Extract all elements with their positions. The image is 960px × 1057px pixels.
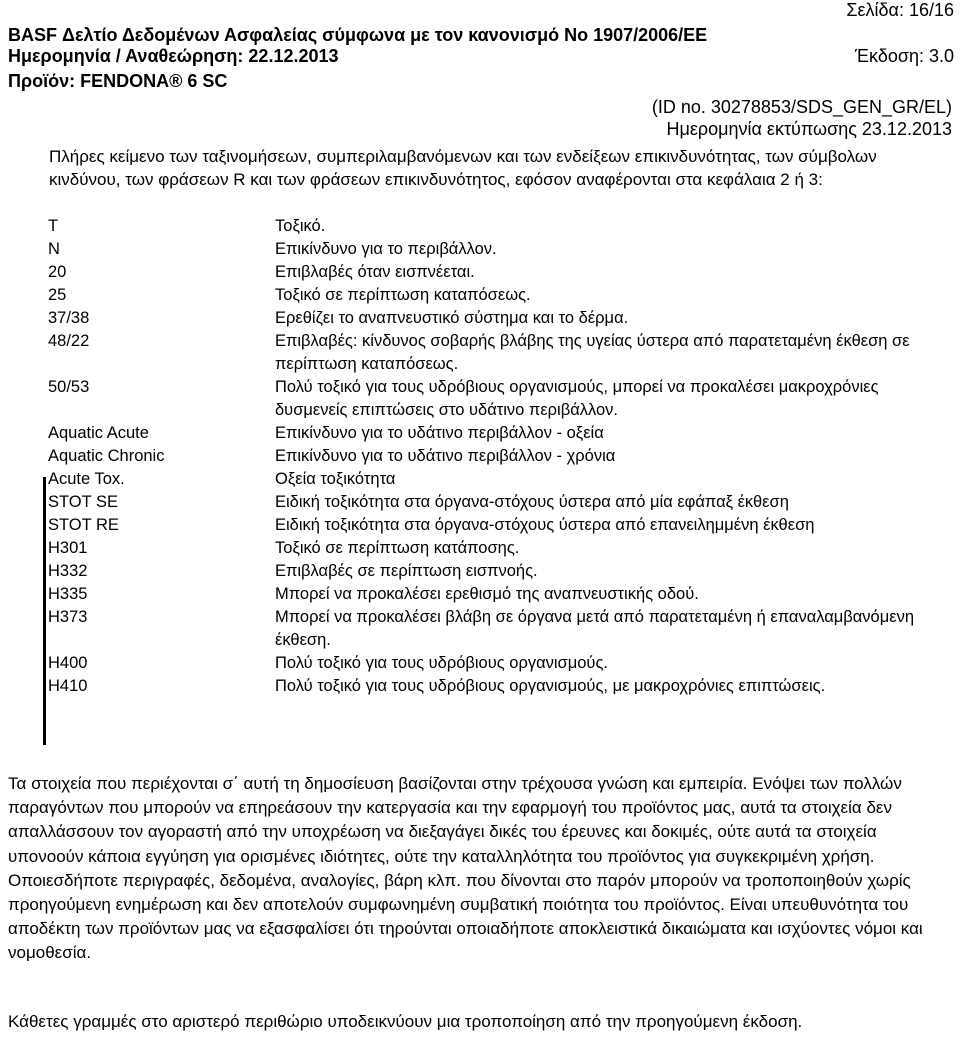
product-name: Προϊόν: FENDONA® 6 SC (8, 71, 228, 91)
definition-code: Acute Tox. (48, 470, 125, 488)
definition-row (48, 261, 948, 284)
definition-code: H400 (48, 654, 88, 672)
definition-code: 50/53 (48, 378, 90, 396)
definition-row (48, 560, 948, 583)
definition-code: T (48, 217, 59, 235)
document-id: (ID no. 30278853/SDS_GEN_GR/EL) (651, 97, 952, 117)
definition-row (48, 583, 948, 606)
definition-row (48, 468, 948, 491)
definition-text: Επικίνδυνο για το υδάτινο περιβάλλον - οξεία (275, 424, 604, 442)
change-note: Κάθετες γραμμές στο αριστερό περιθώριο υποδεικνύουν μια τροποποίηση από την προηγούμενη έκδοση. (8, 1012, 803, 1031)
definition-text: Επιβλαβές όταν εισπνέεται. (275, 263, 475, 281)
definition-text: Μπορεί να προκαλέσει βλάβη σε όργανα μετά από παρατεταμένη ή επαναλαμβανόμενη έκθεση. (275, 608, 915, 649)
definition-row (48, 537, 948, 560)
definition-row (48, 675, 948, 698)
definition-row (48, 238, 948, 261)
definition-text: Τοξικό. (275, 217, 326, 235)
definition-row (48, 307, 948, 330)
definition-text: Τοξικό σε περίπτωση κατάποσης. (275, 539, 520, 557)
definition-row (48, 330, 948, 376)
definition-code: STOT RE (48, 516, 119, 534)
definition-text: Ερεθίζει το αναπνευστικό σύστημα και το δέρμα. (275, 309, 629, 327)
definition-text: Τοξικό σε περίπτωση καταπόσεως. (275, 286, 531, 304)
definition-row (48, 284, 948, 307)
definition-code: 48/22 (48, 332, 90, 350)
disclaimer-paragraph: Τα στοιχεία που περιέχονται σ΄ αυτή τη δημοσίευση βασίζονται στην τρέχουσα γνώση και εμπειρία. Ενόψει των πολλών παραγόντων που μπορούν να επηρεάσουν την κατεργασία και την εφαρμογή του προϊόντος μας, αυτά τα στοιχεία δεν απαλλάσσουν τον αγοραστή από την υποχρέωση να διεξαγάγει δικές του έρευνες και δοκιμές, ούτε αυτά τα στοιχεία υπονοούν κάποια εγγύηση για ορισμένες ιδιότητες, ούτε την καταλληλότητα του προϊόντος για συγκεκριμένη χρήση. Οποιεσδήποτε περιγραφές, δεδομένα, αναλογίες, βάρη κλπ. που δίνονται στο παρόν μπορούν να τροποποιηθούν χωρίς προηγούμενη ενημέρωση και δεν αποτελούν συμφωνημένη συμβατική ποιότητα του προϊόντος. Είναι υπευθυνότητα του αποδέκτη των προϊόντων μας να εξασφαλίσει ότι τηρούνται οποιαδήποτε αποκλειστικά δικαιώματα και ισχύοντες νόμοι και νομοθεσία. (8, 774, 923, 963)
definition-text: Πολύ τοξικό για τους υδρόβιους οργανισμούς, με μακροχρόνιες επιπτώσεις. (275, 677, 826, 695)
definition-text: Πολύ τοξικό για τους υδρόβιους οργανισμούς, μπορεί να προκαλέσει μακροχρόνιες δυσμενείς επιπτώσεις στο υδάτινο περιβάλλον. (275, 378, 879, 419)
definition-text: Ειδική τοξικότητα στα όργανα-στόχους ύστερα από μία εφάπαξ έκθεση (275, 493, 789, 511)
definition-row (48, 606, 948, 652)
definition-code: H373 (48, 608, 88, 626)
definition-text: Πολύ τοξικό για τους υδρόβιους οργανισμούς. (275, 654, 608, 672)
definition-text: Ειδική τοξικότητα στα όργανα-στόχους ύστερα από επανειλημμένη έκθεση (275, 516, 815, 534)
definitions-intro: Πλήρες κείμενο των ταξινομήσεων, συμπεριλαμβανόμενων και των ενδείξεων επικινδυνότητας, των σύμβολων κινδύνου, των φράσεων R και των φράσεων επικινδυνότητος, εφόσον αναφέρονται στα κεφάλαια 2 ή 3: (49, 147, 877, 189)
change-bar (43, 477, 46, 745)
definition-code: H301 (48, 539, 88, 557)
definition-row (48, 491, 948, 514)
version: Έκδοση: 3.0 (854, 46, 954, 66)
definition-text: Οξεία τοξικότητα (275, 470, 396, 488)
definition-code: 37/38 (48, 309, 90, 327)
definition-code: 20 (48, 263, 67, 281)
definition-code: STOT SE (48, 493, 118, 511)
document-title: BASF Δελτίο Δεδομένων Ασφαλείας σύμφωνα με τον κανονισμό No 1907/2006/EE (8, 25, 708, 45)
definition-row (48, 652, 948, 675)
definition-code: H410 (48, 677, 88, 695)
definition-text: Επιβλαβές σε περίπτωση εισπνοής. (275, 562, 538, 580)
definition-text: Μπορεί να προκαλέσει ερεθισμό της αναπνευστικής οδού. (275, 585, 699, 603)
definition-row (48, 514, 948, 537)
print-date: Ημερομηνία εκτύπωσης 23.12.2013 (666, 119, 952, 139)
definition-code: H332 (48, 562, 88, 580)
definition-row (48, 376, 948, 422)
definition-code: Aquatic Chronic (48, 447, 165, 465)
definition-code: Aquatic Acute (48, 424, 149, 442)
definition-row (48, 422, 948, 445)
page-number: Σελίδα: 16/16 (846, 0, 954, 20)
definitions-list (48, 215, 948, 698)
definition-code: 25 (48, 286, 67, 304)
definition-row (48, 445, 948, 468)
revision-date: Ημερομηνία / Αναθεώρηση: 22.12.2013 (8, 46, 339, 66)
definition-code: H335 (48, 585, 88, 603)
definition-code: N (48, 240, 60, 258)
definition-text: Επικίνδυνο για το περιβάλλον. (275, 240, 497, 258)
definition-text: Επικίνδυνο για το υδάτινο περιβάλλον - χρόνια (275, 447, 616, 465)
definition-row (48, 215, 948, 238)
definition-text: Επιβλαβές: κίνδυνος σοβαρής βλάβης της υγείας ύστερα από παρατεταμένη έκθεση σε περίπτωση καταπόσεως. (275, 332, 910, 373)
